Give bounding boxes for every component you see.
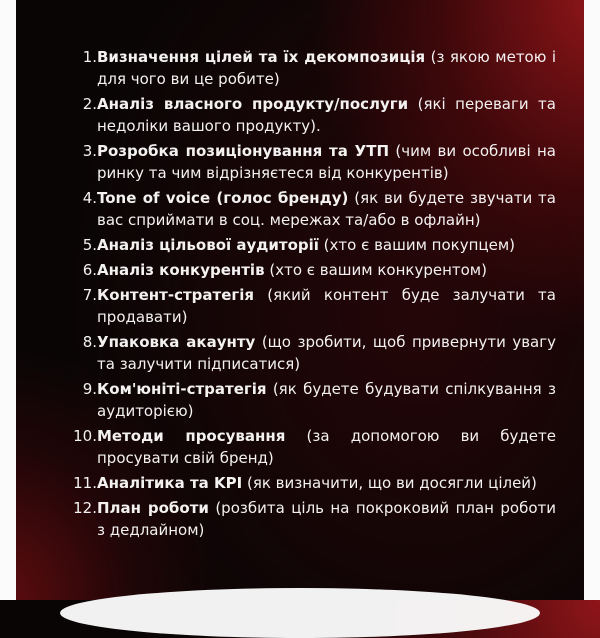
- item-title: Аналіз цільової аудиторії: [97, 236, 319, 254]
- item-text: [97, 234, 556, 256]
- item-number: 5.: [82, 236, 97, 254]
- item-title: Контент-стратегія: [97, 286, 255, 304]
- item-number: 8.: [82, 333, 97, 351]
- item-description: (розбита ціль на покроковий план роботи з дедлайном): [97, 499, 556, 539]
- item-text: [97, 331, 556, 375]
- list-item: [70, 497, 556, 541]
- item-text: [97, 378, 556, 422]
- item-title: Методи просування: [97, 427, 286, 445]
- item-description: (який контент буде залучати та продавати): [97, 286, 556, 326]
- item-title: Визначення цілей та їх декомпозиція: [97, 48, 426, 66]
- item-title: Ком'юніті-стратегія: [97, 380, 267, 398]
- list-item: [70, 378, 556, 422]
- item-number: 11.: [73, 474, 97, 492]
- item-description: (з якою метою і для чого ви це робите): [97, 48, 557, 88]
- item-text: [97, 425, 556, 469]
- item-text: [97, 284, 556, 328]
- item-number: 9.: [82, 380, 97, 398]
- item-title: Аналіз власного продукту/послуги: [97, 95, 409, 113]
- item-title: Розробка позиціонування та УТП: [97, 142, 390, 160]
- list-item: [70, 284, 556, 328]
- item-description: (як будете будувати спілкування з аудиторією): [97, 380, 556, 420]
- list-item: [70, 93, 556, 137]
- item-number: 12.: [73, 499, 97, 517]
- list-item: [70, 331, 556, 375]
- item-text: [97, 46, 556, 90]
- item-number: 1.: [82, 48, 97, 66]
- right-frame-border: [584, 0, 600, 600]
- strategy-steps-list: [70, 46, 556, 544]
- list-item: [70, 140, 556, 184]
- item-description: (як визначити, що ви досягли цілей): [242, 474, 537, 492]
- item-text: [97, 259, 556, 281]
- item-title: Аналіз конкурентів: [97, 261, 265, 279]
- list-item: [70, 472, 556, 494]
- item-number: 4.: [82, 189, 97, 207]
- item-text: [97, 472, 556, 494]
- item-title: План роботи: [97, 499, 209, 517]
- item-title: Tone of voice (голос бренду): [97, 189, 349, 207]
- item-description: (хто є вашим покупцем): [318, 236, 516, 254]
- item-number: 2.: [82, 95, 97, 113]
- bottom-decorative-arc: [60, 588, 540, 638]
- item-text: [97, 140, 556, 184]
- item-number: 10.: [73, 427, 97, 445]
- item-number: 3.: [82, 142, 97, 160]
- list-item: [70, 425, 556, 469]
- item-number: 7.: [82, 286, 97, 304]
- left-frame-border: [0, 0, 16, 600]
- list-item: [70, 187, 556, 231]
- item-description: (хто є вашим конкурентом): [264, 261, 487, 279]
- item-text: [97, 497, 556, 541]
- item-description: (які переваги та недоліки вашого продукту).: [97, 95, 556, 135]
- item-text: [97, 187, 556, 231]
- item-description: (чим ви особливі на ринку та чим відрізняєтеся від конкурентів): [97, 142, 556, 182]
- item-text: [97, 93, 556, 137]
- list-item: [70, 259, 556, 281]
- list-item: [70, 46, 556, 90]
- list-item: [70, 234, 556, 256]
- item-description: (за допомогою ви будете просувати свій бренд): [97, 427, 557, 467]
- item-number: 6.: [82, 261, 97, 279]
- item-title: Аналітика та KPI: [97, 474, 243, 492]
- item-description: (як ви будете звучати та вас сприймати в соц. мережах та/або в офлайн): [97, 189, 556, 229]
- item-title: Упаковка акаунту: [97, 333, 256, 351]
- item-description: (що зробити, щоб привернути увагу та залучити підписатися): [97, 333, 556, 373]
